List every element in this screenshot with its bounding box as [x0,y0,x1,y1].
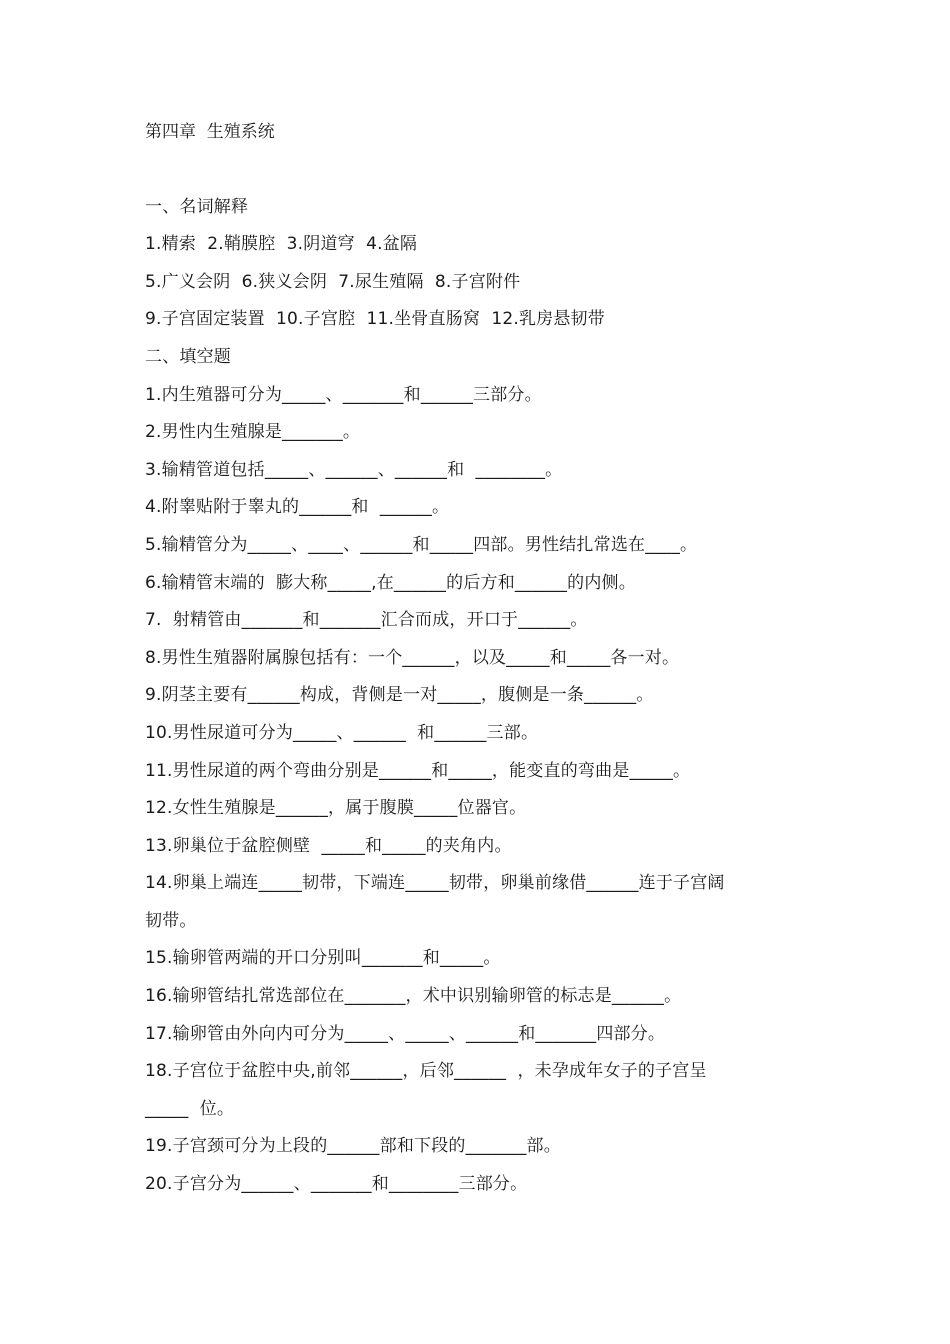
question-line: 11.男性尿道的两个弯曲分别是______和_____，能变直的弯曲是_____。 [145,760,691,781]
question-line: 9.阴茎主要有______构成，背侧是一对_____，腹侧是一条______。 [145,685,654,706]
chapter-title: 第四章 生殖系统 [145,122,275,142]
question-line: 7. 射精管由_______和_______汇合而成，开口于______。 [145,610,588,631]
question-line: 12.女性生殖腺是______，属于腹膜_____位器官。 [145,798,527,819]
question-line: 5.输精管分为_____、____、______和_____四部。男性结扎常选在____。 [145,534,698,555]
question-line: 15.输卵管两端的开口分别叫_______和_____。 [145,948,501,969]
definition-line: 1.精索 2.鞘膜腔 3.阴道穹 4.盆隔 [145,234,418,255]
question-line: 1.内生殖器可分为_____、_______和______三部分。 [145,384,542,405]
question-line: 3.输精管道包括_____、______、______和 ________。 [145,459,563,480]
question-line: 2.男性内生殖腺是_______。 [145,422,361,443]
question-line: 8.男性生殖器附属腺包括有：一个______，以及_____和_____各一对。 [145,647,680,668]
definition-line: 5.广义会阴 6.狭义会阴 7.尿生殖隔 8.子宫附件 [145,271,521,292]
question-line: 4.附睾贴附于睾丸的______和 ______。 [145,497,450,518]
question-line: 17.输卵管由外向内可分为_____、_____、______和_______四部分。 [145,1023,666,1044]
question-line: 19.子宫颈可分为上段的______部和下段的_______部。 [145,1136,561,1157]
question-line: 13.卵巢位于盆腔侧壁 _____和_____的夹角内。 [145,835,512,856]
question-line-continuation: 韧带。 [145,910,197,931]
question-line: 16.输卵管结扎常选部位在_______，术中识别输卵管的标志是______。 [145,986,682,1007]
question-line: 20.子宫分为______、_______和________三部分。 [145,1174,528,1195]
question-line: 10.男性尿道可分为_____、______ 和______三部。 [145,722,539,743]
definition-line: 9.子宫固定装置 10.子宫腔 11.坐骨直肠窝 12.乳房悬韧带 [145,309,605,330]
question-line: 14.卵巢上端连_____韧带，下端连_____韧带，卵巢前缘借______连于子宫阔 [145,873,725,894]
section-heading-definitions: 一、名词解释 [145,196,249,217]
document-content [145,114,825,1204]
question-line: 6.输精管末端的 膨大称_____,在______的后方和______的内侧。 [145,572,636,593]
question-line: 18.子宫位于盆腔中央,前邻______，后邻______ ，未孕成年女子的子宫呈 [145,1061,707,1082]
question-line-continuation: _____ 位。 [145,1098,235,1119]
section-heading-fill-in: 二、填空题 [145,346,231,367]
